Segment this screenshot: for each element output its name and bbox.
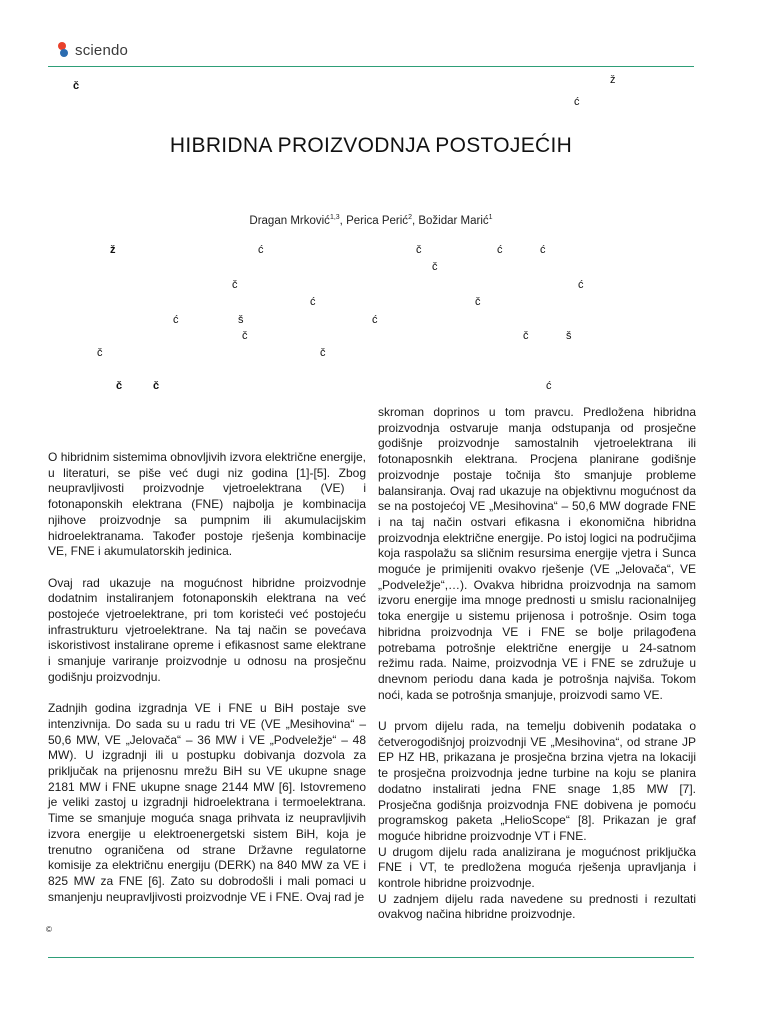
orphan-glyph: č bbox=[116, 380, 123, 392]
orphan-glyph: č bbox=[97, 347, 103, 359]
orphan-glyph: č bbox=[73, 80, 80, 92]
orphan-glyph: ć bbox=[540, 244, 546, 256]
orphan-glyph: ć bbox=[372, 314, 378, 326]
orphan-glyph: č bbox=[242, 330, 248, 342]
body-paragraph: O hibridnim sistemima obnovljivih izvora električne energije, u literaturi, se piše već dugi niz godina [1]-[5]. Zbog neupravljivosti proizvodnje vjetroelektrana (VE) i fotonaponskih elektrana (FNE) najbolja je kombinacija njihove proizvodnje sa pumpnim ili akumulacijskim hidroelektranama. Također postoje rješenja kombinacije VE, FNE i akumulatorskih jedinica. bbox=[48, 450, 366, 559]
author-name: Perica Perić bbox=[346, 214, 409, 227]
sciendo-logo bbox=[56, 40, 128, 60]
orphan-glyph: ć bbox=[173, 314, 179, 326]
orphan-glyph: ć bbox=[546, 380, 552, 392]
logo-text: sciendo bbox=[75, 41, 129, 59]
author-affiliation: 1 bbox=[488, 214, 493, 221]
body-paragraph: Zadnjih godina izgradnja VE i FNE u BiH postaje sve intenzivnija. Do sada su u radu tri VE (VE „Mesihovina“ – 50,6 MW, VE „Jelovača“ – 36 MW i VE „Podveležje“ – 48 MW). U izgradnji ili u postupku dobivanja dozvola za priključak na prijenosnu mrežu BiH su VE ukupne snage 2181 MW i FNE ukupne snage 2144 MW [6]. Istovremeno je veliki zastoj u izgradnji hidroelektrana i termoelektrana. Time se smanjuje moguća snaga prihvata iz neupravljivih izvora energije u elektroenergetski sistem BiH, koja je trenutno ograničena od strane Državne regulatorne komisije za električnu energiju (DERK) na 840 MW za VE i 825 MW za FNE [6]. Zato su dobrodošli i mali pomaci u smanjenju neupravljivosti proizvodnje VE i FNE. Ovaj rad je bbox=[48, 701, 366, 904]
orphan-glyph: č bbox=[153, 380, 160, 392]
orphan-glyph: č bbox=[320, 347, 326, 359]
footer-rule bbox=[48, 957, 694, 958]
body-paragraph: U drugom dijelu rada analizirana je mogućnost priključka FNE i VT, te predložena moguća rješenja upravljanja i kontrole hibridne proizvodnje. bbox=[378, 844, 696, 891]
left-column bbox=[48, 450, 366, 921]
orphan-glyph: ć bbox=[497, 244, 503, 256]
author-affiliation: 2 bbox=[408, 214, 412, 221]
body-paragraph: U prvom dijelu rada, na temelju dobivenih podataka o četverogodišnjoj proizvodnji VE „Mesihovina“, od strane JP EP HZ HB, prikazana je prosječna brzina vjetra na lokaciji te prosječna proizvodnja jedne turbine na koju se planira dodatno instalirati jedna FNE snage 1,85 MW [7]. Prosječna godišnja proizvodnja FNE dobivena je pomoću programskog paketa „HelioScope“ [8]. Prikazan je graf moguće hibridne proizvodnje VT i FNE. bbox=[378, 719, 696, 843]
orphan-glyph: ž bbox=[610, 74, 616, 86]
copyright-symbol: © bbox=[46, 925, 52, 934]
author-list: Dragan Mrković$^{1,3}$, Perica Perić$^2$, Božidar Marić$^1$ bbox=[249, 214, 493, 227]
body-paragraph: Ovaj rad ukazuje na mogućnost hibridne proizvodnje dodatnim instaliranjem fotonaponskih elektrana na već postojeće vjetroelektrane, pri tom koristeći već postojeću infrastrukturu vjetroelektrane. Na taj način se povećava iskoristivost instalirane opreme i efikasnost same elektrane i smanjuje variranje proizvodnje u odnosu na prosječnu godišnju proizvodnju. bbox=[48, 575, 366, 684]
orphan-glyph: ć bbox=[258, 244, 264, 256]
sciendo-logo-icon bbox=[56, 41, 70, 59]
author-name: Dragan Mrković bbox=[249, 214, 330, 227]
orphan-glyph: ć bbox=[310, 296, 316, 308]
right-column bbox=[378, 405, 696, 939]
orphan-glyph: ž bbox=[110, 244, 116, 256]
orphan-glyph: š bbox=[566, 330, 572, 342]
orphan-glyph: č bbox=[432, 261, 438, 273]
author-affiliation: 1,3 bbox=[329, 214, 340, 221]
orphan-glyph: č bbox=[232, 279, 238, 291]
orphan-glyph: ć bbox=[578, 279, 584, 291]
orphan-glyph: č bbox=[416, 244, 422, 256]
body-paragraph: U zadnjem dijelu rada navedene su prednosti i rezultati ovakvog načina hibridne proizvodnje. bbox=[378, 891, 696, 922]
header-rule bbox=[48, 66, 694, 67]
orphan-glyph: č bbox=[475, 296, 481, 308]
orphan-glyph: č bbox=[523, 330, 529, 342]
orphan-glyph: ć bbox=[574, 96, 580, 108]
paper-title: HIBRIDNA PROIZVODNJA POSTOJEĆIH bbox=[169, 134, 573, 157]
body-paragraph: skroman doprinos u tom pravcu. Predložena hibridna proizvodnja ostvaruje manja odstupanja od prosječne godišnje proizvodnje samostalnih vjetroelektrana ili fotonaposnkih elektrana. Procjena planirane godišnje proizvodnje postaje točnija što smanjuje probleme balansiranja. Ovaj rad ukazuje na objektivnu mogućnost da se na postojećoj VE „Mesihovina“ – 50,6 MW dograde FNE i na taj način ostvari efikasna i ekonomična hibridna proizvodnja električne energije. Po istoj logici na područjima koja raspolažu sa sličnim resursima energije vjetra i Sunca moguće je primijeniti ovakvo rješenje (VE „Jelovača“, VE „Podveležje“,…). Ovakva hibridna proizvodnja na samom izvoru energije ima mnoge prednosti u smislu racionalnijeg toka energije u sistemu prijenosa i potrošnje. Osim toga hibridna proizvodnja VE i FNE se bolje prilagođena potrebama potrošnje električne energije u 24-satnom režimu rada. Naime, proizvodnja VE i FNE se združuje u dnevnom periodu dana kada je potrošnja najviša. Tokom noći, kada se potrošnja smanjuje, proizvodi samo VE. bbox=[378, 405, 696, 702]
orphan-glyph: š bbox=[238, 314, 244, 326]
author-name: Božidar Marić bbox=[418, 214, 489, 227]
